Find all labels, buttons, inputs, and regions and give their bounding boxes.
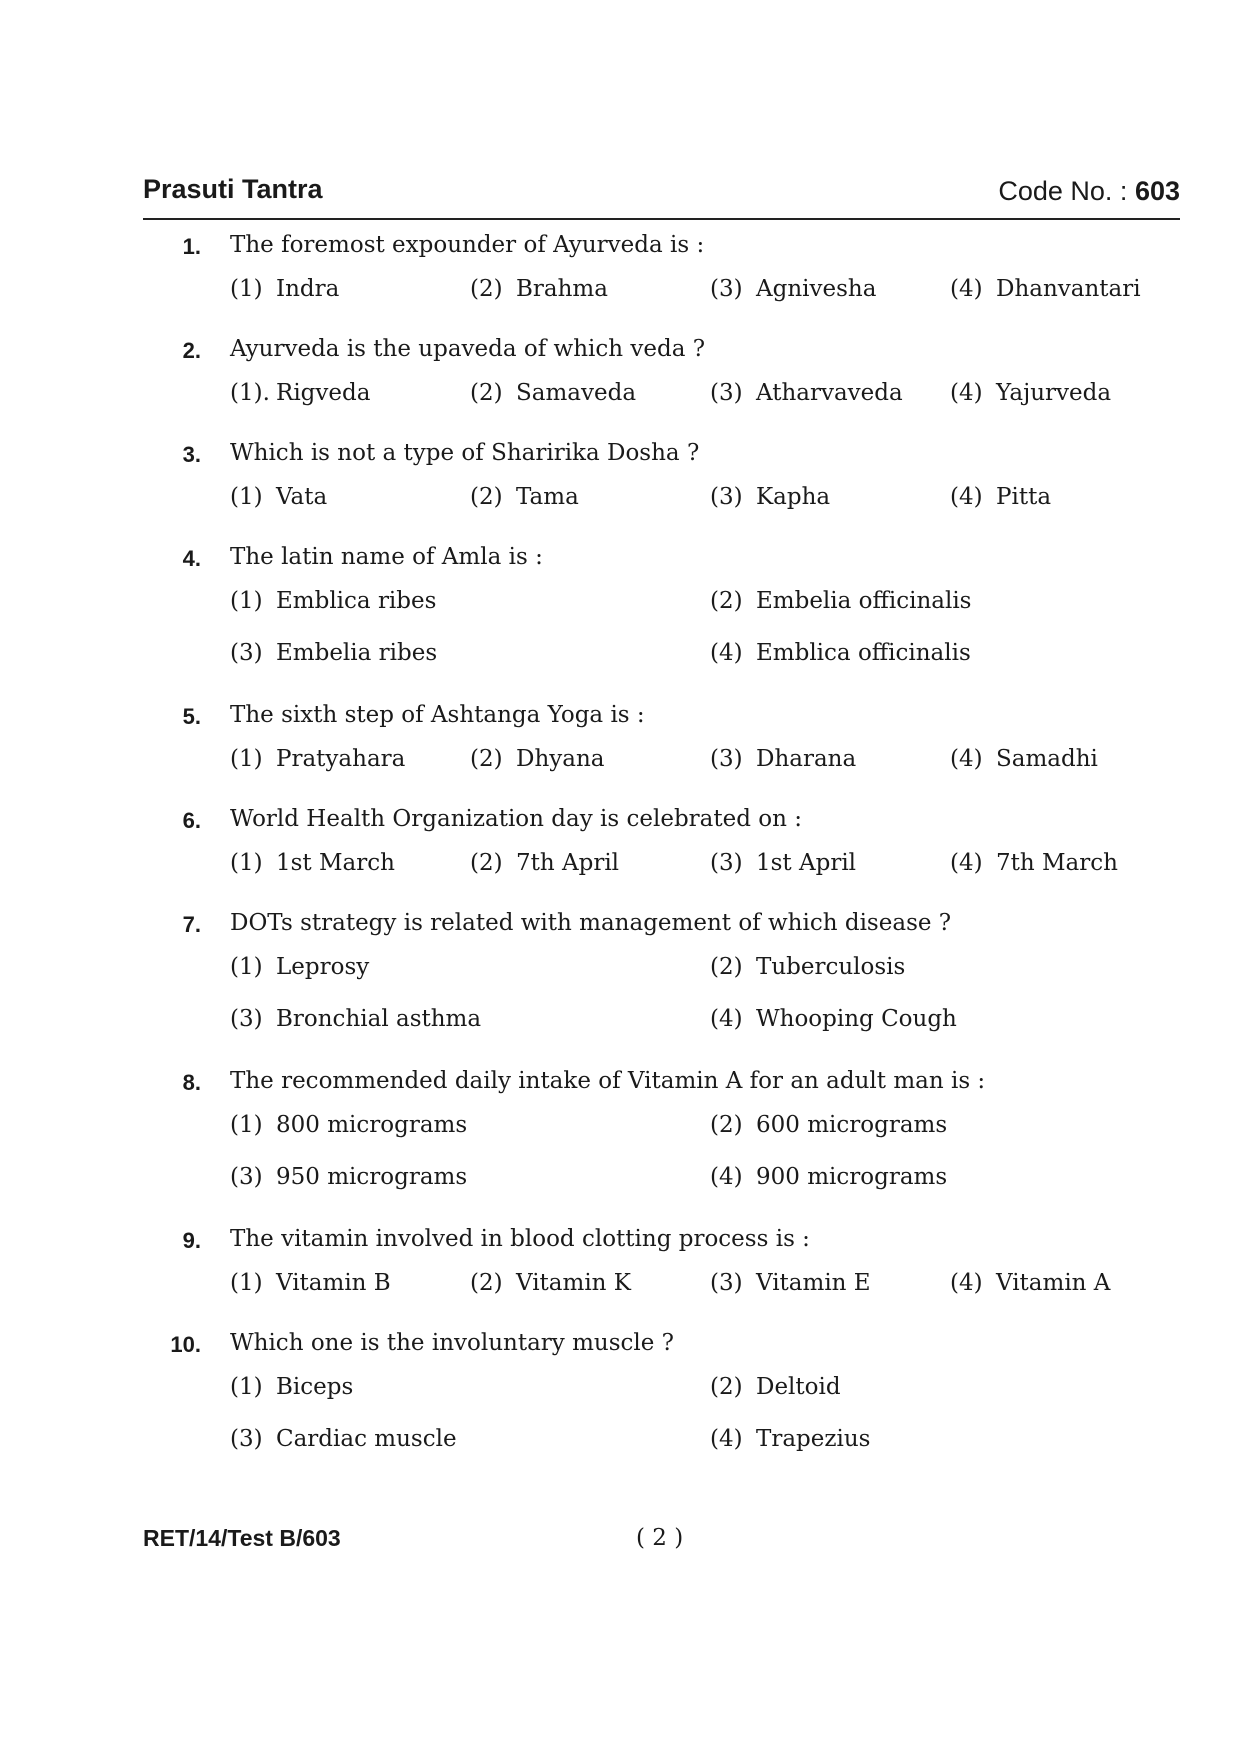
option-number: (2)	[470, 380, 503, 406]
option-text: 1st April	[756, 850, 857, 876]
option-number: (1)	[230, 276, 263, 302]
option-text: Tama	[516, 484, 579, 510]
option-text: Kapha	[756, 484, 831, 510]
question-header	[143, 906, 1183, 952]
option-number: (4)	[950, 484, 983, 510]
option-list	[230, 1110, 1183, 1216]
option-text: Brahma	[516, 276, 608, 302]
option-number: (1)	[230, 484, 263, 510]
option-list	[230, 378, 1183, 430]
option-1	[230, 484, 327, 510]
option-text: 800 micrograms	[276, 1112, 468, 1138]
option-text: Cardiac muscle	[276, 1426, 457, 1452]
question-7	[143, 906, 1183, 1058]
option-text: 1st March	[276, 850, 395, 876]
option-1	[230, 588, 436, 614]
option-4	[950, 380, 1111, 406]
option-text: Embelia ribes	[276, 640, 438, 666]
question-text: Which one is the involuntary muscle ?	[230, 1330, 675, 1356]
question-header	[143, 332, 1183, 378]
option-text: 600 micrograms	[756, 1112, 948, 1138]
option-number: (2)	[710, 1112, 743, 1138]
option-text: Bronchial asthma	[276, 1006, 482, 1032]
option-text: 7th March	[996, 850, 1118, 876]
question-5	[143, 698, 1183, 796]
option-4	[710, 1006, 957, 1032]
option-number: (3)	[710, 1270, 743, 1296]
option-4	[950, 1270, 1110, 1296]
question-text: The latin name of Amla is :	[230, 544, 543, 570]
question-number: 9.	[182, 1228, 201, 1253]
question-10	[143, 1326, 1183, 1478]
option-3	[710, 484, 830, 510]
option-4	[710, 1164, 947, 1190]
option-number: (3)	[710, 484, 743, 510]
option-text: Samadhi	[996, 746, 1098, 772]
option-number: (3)	[710, 746, 743, 772]
question-text: The vitamin involved in blood clotting process is :	[230, 1226, 810, 1252]
option-number: (4)	[950, 380, 983, 406]
option-3	[230, 1006, 481, 1032]
question-header	[143, 802, 1183, 848]
option-text: Emblica ribes	[276, 588, 437, 614]
option-text: Leprosy	[276, 954, 370, 980]
option-number: (3)	[230, 1006, 263, 1032]
option-list	[230, 482, 1183, 534]
option-number: (1)	[230, 588, 263, 614]
question-header	[143, 1326, 1183, 1372]
option-number: (2)	[470, 276, 503, 302]
option-number: (4)	[950, 1270, 983, 1296]
option-2	[710, 954, 905, 980]
option-3	[230, 1164, 467, 1190]
question-1	[143, 228, 1183, 326]
option-number: (3)	[230, 1164, 263, 1190]
option-4	[950, 276, 1141, 302]
option-2	[470, 850, 619, 876]
code-number	[998, 176, 1180, 207]
option-text: Samaveda	[516, 380, 637, 406]
question-6	[143, 802, 1183, 900]
option-number: (2)	[470, 1270, 503, 1296]
option-text: Vata	[276, 484, 328, 510]
option-2	[470, 380, 636, 406]
option-number: (1).	[230, 380, 270, 406]
question-text: The foremost expounder of Ayurveda is :	[230, 232, 705, 258]
question-header	[143, 1064, 1183, 1110]
option-number: (3)	[710, 850, 743, 876]
question-header	[143, 228, 1183, 274]
option-text: Embelia officinalis	[756, 588, 972, 614]
option-list	[230, 274, 1183, 326]
option-2	[710, 1374, 841, 1400]
option-3	[710, 746, 856, 772]
option-number: (4)	[710, 1164, 743, 1190]
option-3	[710, 1270, 871, 1296]
option-1	[230, 850, 395, 876]
question-4	[143, 540, 1183, 692]
question-8	[143, 1064, 1183, 1216]
option-number: (4)	[710, 640, 743, 666]
option-number: (1)	[230, 1112, 263, 1138]
option-list	[230, 586, 1183, 692]
question-number: 2.	[182, 338, 201, 363]
option-number: (2)	[710, 588, 743, 614]
option-1	[230, 1270, 391, 1296]
option-number: (1)	[230, 1374, 263, 1400]
option-number: (1)	[230, 1270, 263, 1296]
option-number: (1)	[230, 954, 263, 980]
option-3	[710, 380, 903, 406]
paper-code: RET/14/Test B/603	[143, 1525, 341, 1551]
option-4	[950, 746, 1098, 772]
option-text: Deltoid	[756, 1374, 841, 1400]
question-header	[143, 1222, 1183, 1268]
option-number: (4)	[710, 1006, 743, 1032]
code-value: 603	[1134, 176, 1180, 206]
option-2	[470, 746, 605, 772]
option-text: Dhyana	[516, 746, 605, 772]
option-number: (2)	[470, 746, 503, 772]
option-2	[470, 276, 608, 302]
question-number: 5.	[182, 704, 201, 729]
option-number: (1)	[230, 850, 263, 876]
option-text: 950 micrograms	[276, 1164, 468, 1190]
question-header	[143, 698, 1183, 744]
question-2	[143, 332, 1183, 430]
option-2	[710, 588, 972, 614]
option-text: Dharana	[756, 746, 857, 772]
option-text: Whooping Cough	[756, 1006, 957, 1032]
option-4	[710, 1426, 870, 1452]
question-number: 10.	[170, 1332, 201, 1357]
option-1	[230, 380, 370, 406]
question-text: The sixth step of Ashtanga Yoga is :	[230, 702, 645, 728]
option-text: Emblica officinalis	[756, 640, 971, 666]
question-text: Which is not a type of Sharirika Dosha ?	[230, 440, 700, 466]
option-number: (4)	[710, 1426, 743, 1452]
option-text: Vitamin K	[516, 1270, 631, 1296]
option-number: (2)	[710, 954, 743, 980]
question-text: The recommended daily intake of Vitamin A for an adult man is :	[230, 1068, 986, 1094]
question-text: World Health Organization day is celebrated on :	[230, 806, 802, 832]
option-1	[230, 746, 405, 772]
option-4	[950, 850, 1118, 876]
option-number: (4)	[950, 850, 983, 876]
option-text: Vitamin A	[996, 1270, 1111, 1296]
option-number: (3)	[710, 380, 743, 406]
option-number: (2)	[470, 850, 503, 876]
option-list	[230, 1268, 1183, 1320]
option-text: Trapezius	[756, 1426, 871, 1452]
option-text: Pratyahara	[276, 746, 406, 772]
option-2	[470, 484, 579, 510]
option-number: (3)	[230, 1426, 263, 1452]
option-text: Rigveda	[276, 380, 371, 406]
option-text: 900 micrograms	[756, 1164, 948, 1190]
option-text: Indra	[276, 276, 340, 302]
question-3	[143, 436, 1183, 534]
option-list	[230, 1372, 1183, 1478]
option-list	[230, 744, 1183, 796]
question-number: 4.	[182, 546, 201, 571]
option-text: Biceps	[276, 1374, 354, 1400]
option-1	[230, 276, 339, 302]
option-number: (2)	[710, 1374, 743, 1400]
option-text: 7th April	[516, 850, 620, 876]
option-2	[710, 1112, 947, 1138]
option-2	[470, 1270, 631, 1296]
option-number: (3)	[710, 276, 743, 302]
question-header	[143, 540, 1183, 586]
option-3	[230, 1426, 457, 1452]
option-list	[230, 952, 1183, 1058]
option-text: Atharvaveda	[756, 380, 903, 406]
option-text: Agnivesha	[756, 276, 877, 302]
option-3	[710, 276, 876, 302]
option-number: (3)	[230, 640, 263, 666]
option-number: (1)	[230, 746, 263, 772]
option-list	[230, 848, 1183, 900]
option-text: Dhanvantari	[996, 276, 1141, 302]
option-text: Vitamin B	[276, 1270, 391, 1296]
question-9	[143, 1222, 1183, 1320]
question-text: Ayurveda is the upaveda of which veda ?	[230, 336, 706, 362]
question-number: 8.	[182, 1070, 201, 1095]
option-1	[230, 954, 369, 980]
page-header	[143, 168, 1180, 220]
page-number: ( 2 )	[636, 1525, 684, 1551]
option-4	[950, 484, 1051, 510]
option-number: (4)	[950, 276, 983, 302]
option-text: Pitta	[996, 484, 1052, 510]
option-4	[710, 640, 971, 666]
option-3	[230, 640, 437, 666]
option-3	[710, 850, 856, 876]
code-label: Code No. :	[998, 176, 1128, 206]
question-text: DOTs strategy is related with management of which disease ?	[230, 910, 952, 936]
question-number: 6.	[182, 808, 201, 833]
option-text: Yajurveda	[996, 380, 1112, 406]
option-1	[230, 1374, 353, 1400]
question-number: 1.	[182, 234, 201, 259]
question-number: 7.	[182, 912, 201, 937]
option-number: (4)	[950, 746, 983, 772]
option-number: (2)	[470, 484, 503, 510]
question-list	[143, 228, 1183, 1484]
option-text: Vitamin E	[756, 1270, 871, 1296]
question-header	[143, 436, 1183, 482]
subject-title: Prasuti Tantra	[143, 174, 323, 204]
question-number: 3.	[182, 442, 201, 467]
option-1	[230, 1112, 467, 1138]
option-text: Tuberculosis	[756, 954, 906, 980]
